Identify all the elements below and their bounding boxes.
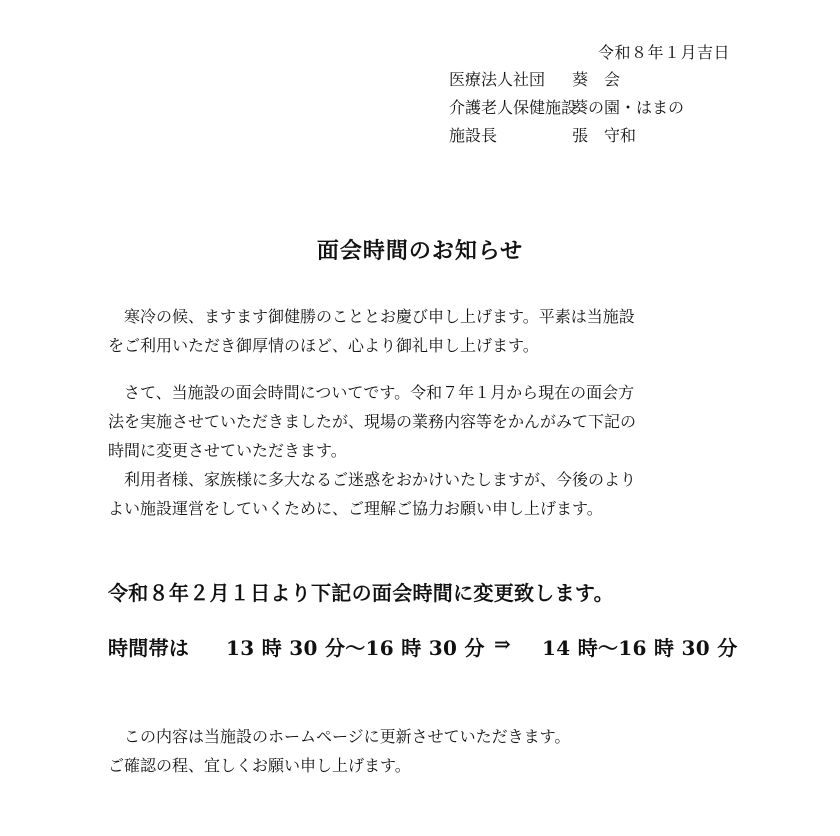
sender-block xyxy=(449,66,684,150)
change-announcement: 令和８年２月１日より下記の面会時間に変更致します。 xyxy=(108,581,614,605)
timeslot-label: 時間帯は xyxy=(108,636,190,660)
sender-org: 施設長 xyxy=(449,126,498,145)
sender-row-director xyxy=(449,122,684,150)
text-line: 利用者様、家族様に多大なるご迷惑をおかけいたしますが、今後のより xyxy=(108,470,637,489)
text-line: をご利用いただき御厚情のほど、心より御礼申し上げます。 xyxy=(108,336,539,355)
text-line: 時間に変更させていただきます。 xyxy=(108,441,347,460)
sender-name: 張 守和 xyxy=(572,126,637,145)
greeting-paragraph xyxy=(108,302,740,360)
new-visiting-hours: 14 時～16 時 30 分 xyxy=(542,636,738,660)
closing-paragraph xyxy=(108,722,740,780)
notice-paragraph xyxy=(108,378,740,523)
text-line: ご確認の程、宜しくお願い申し上げます。 xyxy=(108,756,411,775)
sender-name: 葵 会 xyxy=(572,70,621,89)
sender-org: 医療法人社団 xyxy=(449,70,546,89)
sender-org: 介護老人保健施設 xyxy=(449,98,578,117)
right-arrow-icon: ⇒ xyxy=(494,632,512,656)
old-visiting-hours: 13 時 30 分～16 時 30 分 xyxy=(226,636,485,660)
text-line: 寒冷の候、ますます御健勝のこととお慶び申し上げます。平素は当施設 xyxy=(108,307,635,326)
text-line: この内容は当施設のホームページに更新させていただきます。 xyxy=(108,727,571,746)
sender-name: 葵の園・はまの xyxy=(572,98,685,117)
text-line: さて、当施設の面会時間についてです。令和７年１月から現在の面会方 xyxy=(108,383,635,402)
sender-row-facility xyxy=(449,94,684,122)
text-line: 法を実施させていただきましたが、現場の業務内容等をかんがみて下記の xyxy=(108,412,637,431)
issue-date: 令和８年１月吉日 xyxy=(597,43,730,62)
timeslot-change xyxy=(108,632,748,661)
document-title: 面会時間のお知らせ xyxy=(316,238,524,264)
text-line: よい施設運営をしていくために、ご理解ご協力お願い申し上げます。 xyxy=(108,499,603,518)
sender-row-corporation xyxy=(449,66,684,94)
